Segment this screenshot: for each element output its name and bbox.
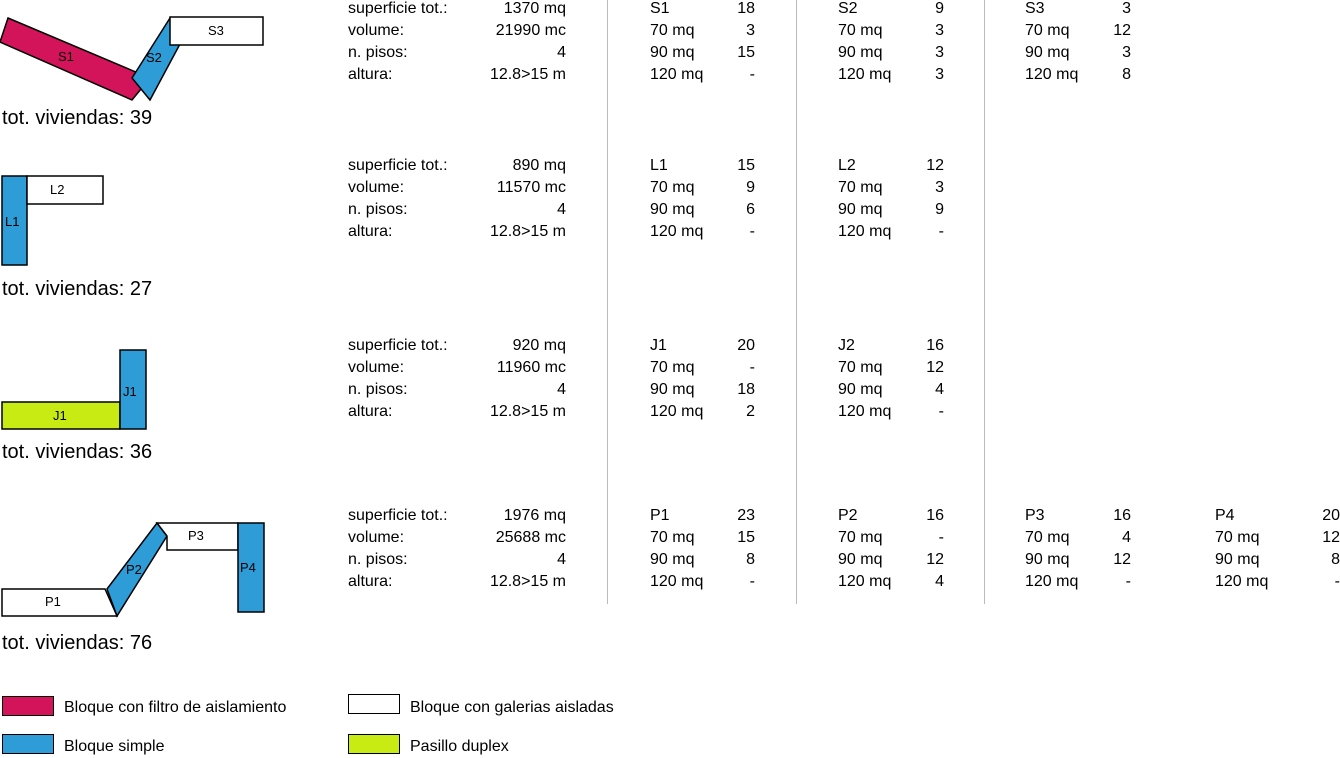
diagram-group-s <box>0 17 263 100</box>
shape-label-j1-b: J1 <box>123 384 137 399</box>
summary-label: altura: <box>348 66 393 83</box>
summary-value: 4 <box>557 44 566 61</box>
unit-count: - <box>938 529 944 546</box>
unit-size: 70 mq <box>1025 529 1070 546</box>
block-count: 15 <box>737 157 755 174</box>
unit-count: 9 <box>935 201 944 218</box>
unit-count: 6 <box>746 201 755 218</box>
unit-size: 120 mq <box>1025 573 1079 590</box>
shape-label-l1: L1 <box>5 214 20 229</box>
unit-size: 90 mq <box>838 381 883 398</box>
summary-label: volume: <box>348 359 405 376</box>
unit-count: 9 <box>746 179 755 196</box>
legend-swatch-galerias <box>348 694 400 714</box>
unit-count: 3 <box>746 22 755 39</box>
unit-size: 120 mq <box>838 573 892 590</box>
summary-value: 21990 mc <box>495 22 566 39</box>
total-viviendas-p: tot. viviendas: 76 <box>2 632 153 654</box>
unit-size: 90 mq <box>1025 551 1070 568</box>
unit-count: 15 <box>737 44 755 61</box>
unit-count: 4 <box>1122 529 1131 546</box>
unit-size: 70 mq <box>838 179 883 196</box>
unit-size: 90 mq <box>838 551 883 568</box>
summary-label: n. pisos: <box>348 551 408 568</box>
block-name: P4 <box>1215 507 1235 524</box>
unit-size: 90 mq <box>650 551 695 568</box>
unit-size: 120 mq <box>838 66 892 83</box>
unit-count: 18 <box>737 381 755 398</box>
unit-size: 70 mq <box>650 179 695 196</box>
legend-swatch-simple <box>2 734 54 754</box>
summary-value: 12.8>15 m <box>489 223 566 240</box>
summary-label: superficie tot.: <box>348 337 448 354</box>
diagram-group-p <box>2 523 264 616</box>
unit-count: 8 <box>1122 66 1131 83</box>
total-viviendas-l: tot. viviendas: 27 <box>2 278 153 300</box>
unit-size: 70 mq <box>838 359 883 376</box>
summary-value: 12.8>15 m <box>489 573 566 590</box>
unit-size: 70 mq <box>838 22 883 39</box>
block-name: S1 <box>650 0 670 17</box>
unit-size: 120 mq <box>1215 573 1269 590</box>
summary-label: superficie tot.: <box>348 157 448 174</box>
unit-size: 120 mq <box>838 223 892 240</box>
unit-size: 120 mq <box>1025 66 1079 83</box>
shape-label-p2: P2 <box>126 562 142 577</box>
column-divider <box>984 0 985 604</box>
summary-label: altura: <box>348 573 393 590</box>
block-s1 <box>0 18 150 100</box>
total-viviendas-s: tot. viviendas: 39 <box>2 107 153 129</box>
block-name: L1 <box>650 157 668 174</box>
summary-label: altura: <box>348 223 393 240</box>
block-name: P3 <box>1025 507 1045 524</box>
unit-count: - <box>749 359 755 376</box>
shape-label-j1-a: J1 <box>53 408 67 423</box>
legend-label-duplex: Pasillo duplex <box>410 738 509 755</box>
unit-count: - <box>938 223 944 240</box>
block-l2 <box>27 176 103 204</box>
block-name: P2 <box>838 507 858 524</box>
unit-size: 120 mq <box>650 403 704 420</box>
summary-value: 4 <box>557 201 566 218</box>
unit-size: 120 mq <box>650 573 704 590</box>
unit-count: 12 <box>926 551 944 568</box>
block-count: 20 <box>1322 507 1340 524</box>
summary-value: 4 <box>557 551 566 568</box>
unit-count: 4 <box>935 381 944 398</box>
shape-label-p1: P1 <box>45 594 61 609</box>
block-count: 16 <box>926 337 944 354</box>
unit-size: 70 mq <box>838 529 883 546</box>
summary-label: n. pisos: <box>348 201 408 218</box>
summary-label: volume: <box>348 179 405 196</box>
diagram-group-l <box>2 176 103 265</box>
unit-count: - <box>1125 573 1131 590</box>
shape-label-s1: S1 <box>58 49 74 64</box>
unit-size: 70 mq <box>650 529 695 546</box>
block-name: S3 <box>1025 0 1045 17</box>
unit-count: 4 <box>935 573 944 590</box>
column-divider <box>796 0 797 604</box>
unit-count: 3 <box>935 22 944 39</box>
block-count: 16 <box>926 507 944 524</box>
unit-size: 90 mq <box>838 201 883 218</box>
legend-swatch-filtro <box>2 696 54 716</box>
legend-label-simple: Bloque simple <box>64 738 165 755</box>
unit-size: 90 mq <box>1215 551 1260 568</box>
total-viviendas-j: tot. viviendas: 36 <box>2 441 153 463</box>
unit-size: 70 mq <box>1215 529 1260 546</box>
summary-label: superficie tot.: <box>348 507 448 524</box>
unit-count: 2 <box>746 403 755 420</box>
unit-size: 120 mq <box>650 223 704 240</box>
unit-count: 12 <box>1113 22 1131 39</box>
summary-label: altura: <box>348 403 393 420</box>
unit-count: - <box>938 403 944 420</box>
unit-count: 12 <box>1113 551 1131 568</box>
unit-size: 120 mq <box>650 66 704 83</box>
summary-value: 1370 mq <box>503 0 566 17</box>
block-count: 9 <box>935 0 944 17</box>
unit-size: 90 mq <box>1025 44 1070 61</box>
summary-value: 1976 mq <box>503 507 566 524</box>
unit-count: 12 <box>1322 529 1340 546</box>
unit-size: 90 mq <box>838 44 883 61</box>
unit-count: - <box>1334 573 1340 590</box>
summary-value: 11570 mc <box>496 179 566 196</box>
legend-label-filtro: Bloque con filtro de aislamiento <box>64 699 287 716</box>
diagram-group-j <box>2 350 146 429</box>
unit-size: 70 mq <box>650 22 695 39</box>
unit-size: 90 mq <box>650 381 695 398</box>
block-count: 16 <box>1113 507 1131 524</box>
unit-count: 8 <box>1331 551 1340 568</box>
unit-size: 120 mq <box>838 403 892 420</box>
unit-count: 12 <box>926 359 944 376</box>
summary-label: superficie tot.: <box>348 0 448 17</box>
unit-count: - <box>749 66 755 83</box>
block-name: J2 <box>838 337 855 354</box>
unit-size: 70 mq <box>1025 22 1070 39</box>
block-count: 23 <box>737 507 755 524</box>
block-count: 20 <box>737 337 755 354</box>
block-name: J1 <box>650 337 667 354</box>
shape-label-s3: S3 <box>208 23 224 38</box>
block-name: L2 <box>838 157 856 174</box>
shape-label-s2: S2 <box>146 50 162 65</box>
summary-value: 890 mq <box>512 157 566 174</box>
summary-value: 11960 mc <box>496 359 566 376</box>
summary-value: 12.8>15 m <box>489 66 566 83</box>
unit-count: 3 <box>935 66 944 83</box>
unit-count: 8 <box>746 551 755 568</box>
unit-size: 70 mq <box>650 359 695 376</box>
unit-count: 3 <box>935 179 944 196</box>
summary-value: 920 mq <box>512 337 566 354</box>
unit-count: - <box>749 223 755 240</box>
summary-value: 4 <box>557 381 566 398</box>
block-name: S2 <box>838 0 858 17</box>
legend-swatch-duplex <box>348 734 400 754</box>
shape-label-p3: P3 <box>188 528 204 543</box>
column-divider <box>607 0 608 604</box>
legend-label-galerias: Bloque con galerias aisladas <box>410 699 614 716</box>
block-count: 3 <box>1122 0 1131 17</box>
shape-label-p4: P4 <box>240 560 256 575</box>
summary-label: n. pisos: <box>348 44 408 61</box>
unit-count: 3 <box>1122 44 1131 61</box>
unit-size: 90 mq <box>650 201 695 218</box>
unit-count: 3 <box>935 44 944 61</box>
block-count: 12 <box>926 157 944 174</box>
unit-count: 15 <box>737 529 755 546</box>
unit-size: 90 mq <box>650 44 695 61</box>
block-name: P1 <box>650 507 670 524</box>
summary-value: 12.8>15 m <box>489 403 566 420</box>
summary-label: n. pisos: <box>348 381 408 398</box>
shape-label-l2: L2 <box>50 182 65 197</box>
summary-value: 25688 mc <box>495 529 566 546</box>
unit-count: - <box>749 573 755 590</box>
block-count: 18 <box>737 0 755 17</box>
summary-label: volume: <box>348 529 405 546</box>
summary-label: volume: <box>348 22 405 39</box>
